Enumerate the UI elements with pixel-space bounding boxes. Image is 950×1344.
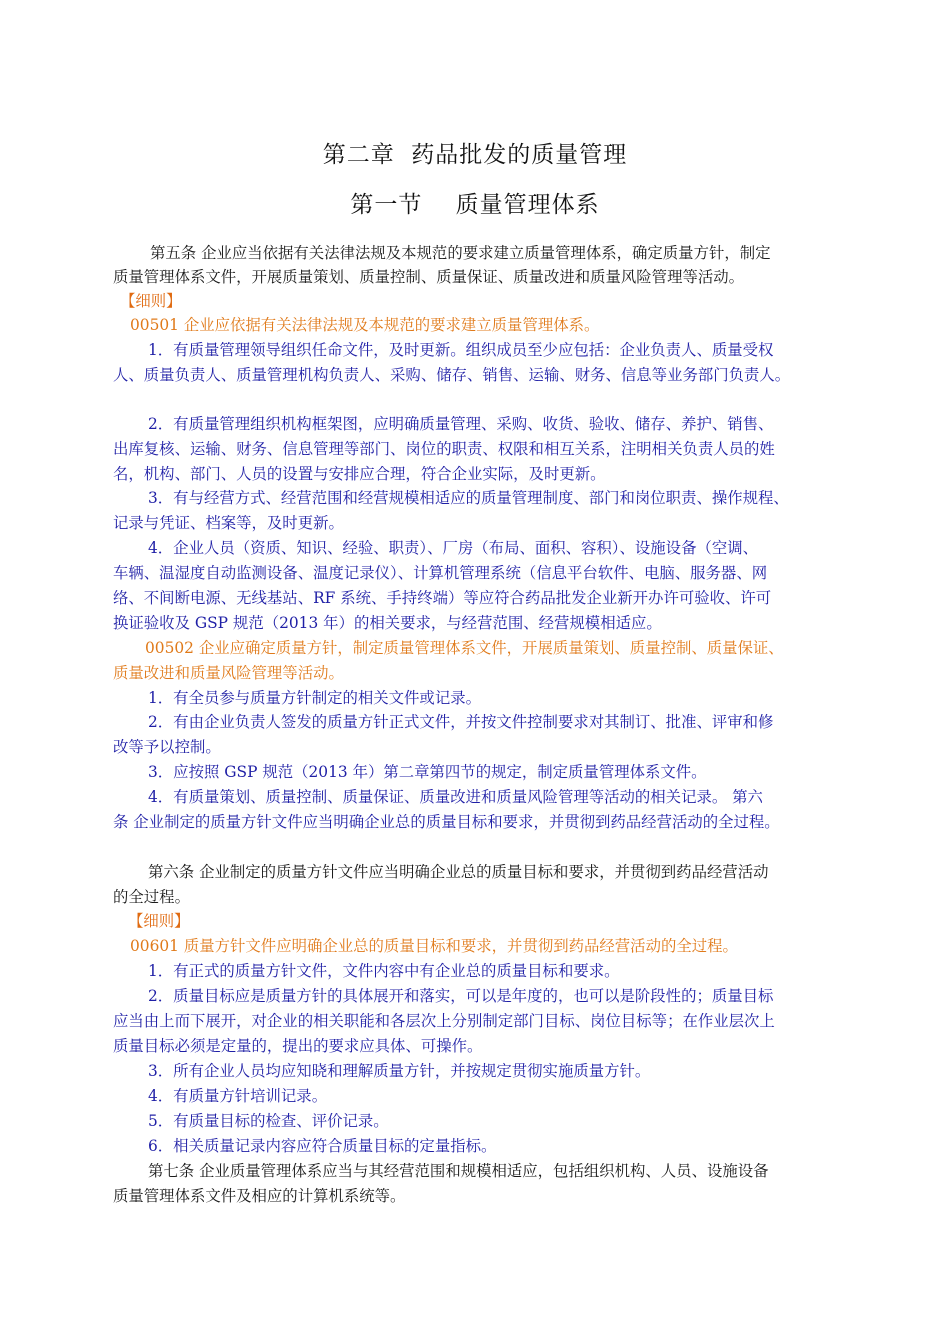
text-line: 3．有与经营方式、经营范围和经营规模相适应的质量管理制度、部门和岗位职责、操作规程、 [148,489,789,507]
chapter-title: 第二章 药品批发的质量管理 [322,142,628,168]
text-line: 质量管理体系文件，开展质量策划、质量控制、质量保证、质量改进和质量风险管理等活动。 [113,268,745,286]
text-line: 质量改进和质量风险管理等活动。 [113,664,344,682]
text-line: 出库复核、运输、财务、信息管理等部门、岗位的职责、权限和相互关系，注明相关负责人员的姓 [113,440,775,458]
text-line: 换证验收及 GSP 规范（2013 年）的相关要求，与经营范围、经营规模相适应。 [113,614,662,632]
text-line: 条 企业制定的质量方针文件应当明确企业总的质量目标和要求，并贯彻到药品经营活动的全过程。 [113,813,780,831]
text-line: 4．有质量策划、质量控制、质量保证、质量改进和质量风险管理等活动的相关记录。 第六 [148,788,763,806]
text-line: 2．有由企业负责人签发的质量方针正式文件，并按文件控制要求对其制订、批准、评审和修 [148,713,774,731]
text-line: 1．有质量管理领导组织任命文件，及时更新。组织成员至少应包括：企业负责人、质量受权 [148,341,774,359]
text-line: 3．所有企业人员均应知晓和理解质量方针，并按规定贯彻实施质量方针。 [148,1062,651,1080]
text-line: 记录与凭证、档案等，及时更新。 [113,514,344,532]
text-line: 00601 质量方针文件应明确企业总的质量目标和要求，并贯彻到药品经营活动的全过程。 [130,937,738,955]
text-line: 质量目标必须是定量的，提出的要求应具体、可操作。 [113,1037,483,1055]
text-line: 人、质量负责人、质量管理机构负责人、采购、储存、销售、运输、财务、信息等业务部门负责人。 [113,366,791,384]
text-line: 【细则】 [128,912,190,930]
text-line: 改等予以控制。 [113,738,221,756]
text-line: 质量管理体系文件及相应的计算机系统等。 [113,1187,406,1205]
text-line: 名，机构、部门、人员的设置与安排应合理，符合企业实际，及时更新。 [113,465,606,483]
text-line: 3．应按照 GSP 规范（2013 年）第二章第四节的规定，制定质量管理体系文件。 [148,763,707,781]
text-line: 00501 企业应依据有关法律法规及本规范的要求建立质量管理体系。 [130,316,600,334]
text-line: 2．有质量管理组织机构框架图，应明确质量管理、采购、收货、验收、储存、养护、销售、 [148,415,774,433]
text-line: 车辆、温湿度自动监测设备、温度记录仪）、计算机管理系统（信息平台软件、电脑、服务器、网 [113,564,768,582]
text-line: 第五条 企业应当依据有关法律法规及本规范的要求建立质量管理体系，确定质量方针，制定 [150,244,771,262]
text-line: 络、不间断电源、无线基站、RF 系统、手持终端）等应符合药品批发企业新开办许可验收、许可 [113,589,772,607]
text-line: 1．有正式的质量方针文件，文件内容中有企业总的质量目标和要求。 [148,962,620,980]
text-line: 4．企业人员（资质、知识、经验、职责）、厂房（布局、面积、容积）、设施设备（空调、 [148,539,759,557]
text-line: 5．有质量目标的检查、评价记录。 [148,1112,389,1130]
text-line: 2．质量目标应是质量方针的具体展开和落实，可以是年度的，也可以是阶段性的；质量目标 [148,987,774,1005]
section-title: 第一节 质量管理体系 [350,192,600,218]
text-line: 的全过程。 [113,888,190,906]
text-line: 第七条 企业质量管理体系应当与其经营范围和规模相适应，包括组织机构、人员、设施设备 [148,1162,769,1180]
text-line: 4．有质量方针培训记录。 [148,1087,328,1105]
text-line: 6．相关质量记录内容应符合质量目标的定量指标。 [148,1137,497,1155]
text-line: 【细则】 [120,292,182,310]
text-line: 应当由上而下展开，对企业的相关职能和各层次上分别制定部门目标、岗位目标等；在作业层次上 [113,1012,775,1030]
text-line: 1．有全员参与质量方针制定的相关文件或记录。 [148,689,481,707]
text-line: 00502 企业应确定质量方针，制定质量管理体系文件，开展质量策划、质量控制、质量保证、 [145,639,784,657]
text-line: 第六条 企业制定的质量方针文件应当明确企业总的质量目标和要求，并贯彻到药品经营活动 [148,863,769,881]
